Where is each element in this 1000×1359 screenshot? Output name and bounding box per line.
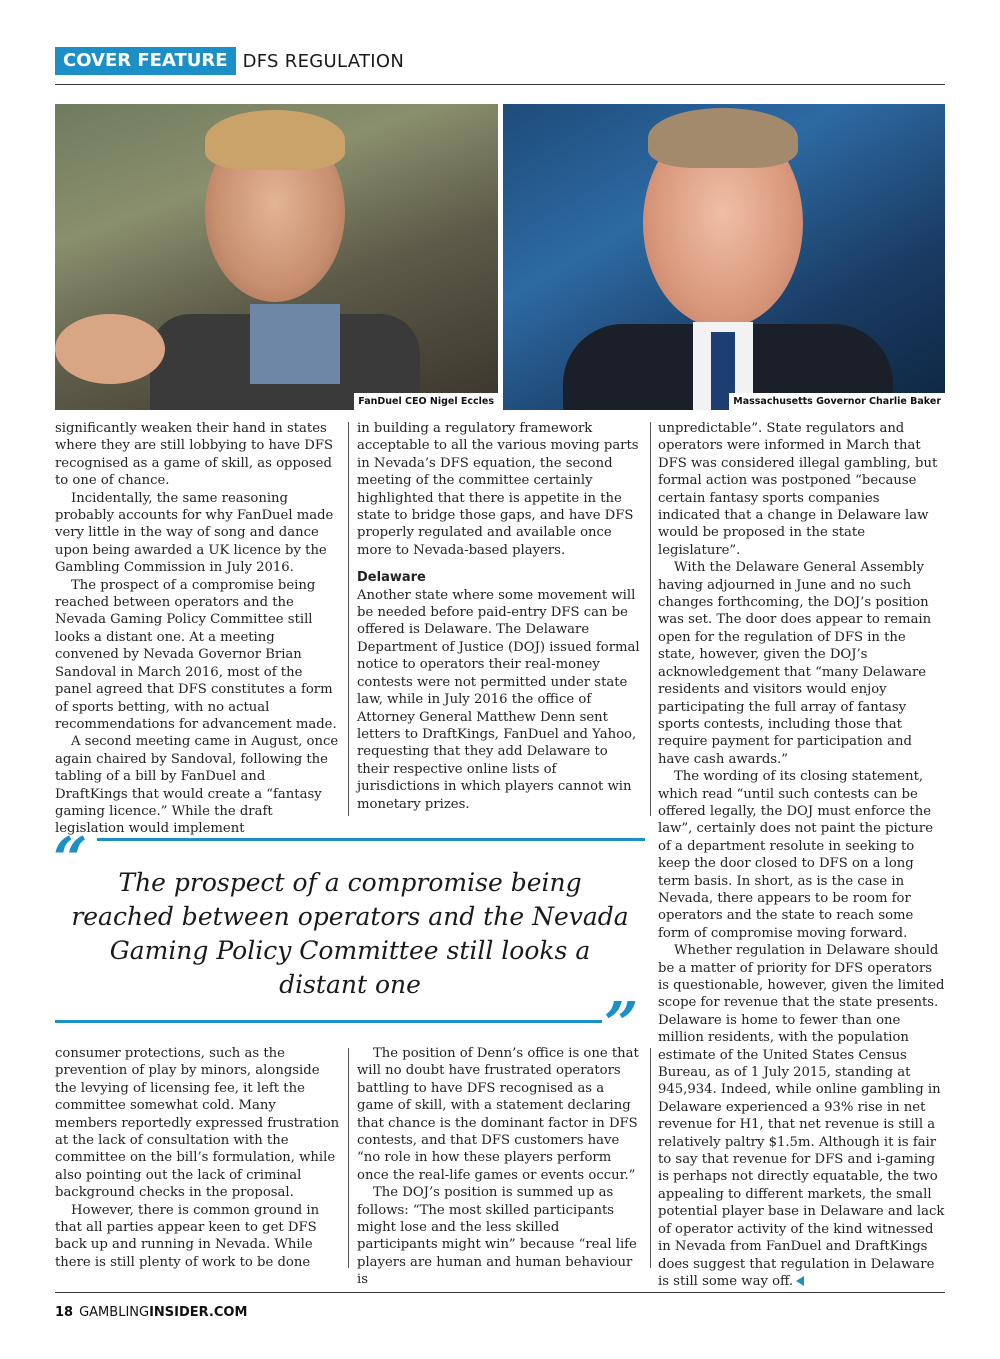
subheading-delaware: Delaware bbox=[357, 570, 426, 586]
site-name-part: .COM bbox=[208, 1305, 248, 1320]
column-1-top bbox=[55, 420, 340, 838]
paragraph-text: Whether regulation in Delaware should be a matter of priority for DFS operators is questionable, however, given the limited scope for revenue that the state presents. Delaware is home to fewer than one million residents, with the population estimate of the United States Census Bureau, as of 1 July 2015, standing at 945,934. Indeed, while online gambling in Delaware experienced a 93% rise in net revenue for H1, that net revenue is still a relatively paltry $1.5m. Although it is fair to say that revenue for DFS and i-gaming is perhaps not directly equatable, the two appealing to different markets, the small potential player base in Delaware and lack of operator activity of the kind witnessed in Nevada from FanDuel and DraftKings does suggest that regulation in Delaware is still some way off. bbox=[658, 943, 945, 1289]
portrait-shirt bbox=[250, 304, 340, 384]
paragraph: However, there is common ground in that all parties appear keen to get DFS back up and running in Nevada. While there is still plenty of work to be done bbox=[55, 1202, 320, 1270]
footer bbox=[55, 1305, 247, 1320]
paragraph: The position of Denn’s office is one that will no doubt have frustrated operators battling to have DFS recognised as a game of skill, with a statement declaring that chance is the dominant factor in DFS contests, and that DFS customers have “no role in how these players perform once the real-life games or events occur.” bbox=[357, 1046, 639, 1183]
paragraph: Another state where some movement will be needed before paid-entry DFS can be offered is Delaware. The Delaware Department of Justice (DOJ) issued formal notice to operators their real-money contests were not permitted under state law, while in July 2016 the office of Attorney General Matthew Denn sent letters to DraftKings, FanDuel and Yahoo, requesting that they add Delaware to their respective online lists of jurisdictions in which players cannot win monetary prizes. bbox=[357, 587, 640, 812]
paragraph: Incidentally, the same reasoning probably accounts for why FanDuel made very little in the way of song and dance upon being awarded a UK licence by the Gambling Commission in July 2016. bbox=[55, 490, 334, 576]
photo-caption: FanDuel CEO Nigel Eccles bbox=[354, 393, 498, 410]
bottom-rule bbox=[55, 1292, 945, 1293]
photo-charlie-baker bbox=[503, 104, 945, 410]
paragraph: significantly weaken their hand in states where they are still lobbying to have DFS recognised as a game of skill, as opposed to one of chance. bbox=[55, 421, 334, 489]
column-divider bbox=[348, 1048, 349, 1268]
paragraph: With the Delaware General Assembly having adjourned in June and no such changes forthcoming, the DOJ’s position was set. The door does appear to remain open for the regulation of DFS in the state, however, given the DOJ’s acknowledgement that “many Delaware residents and visitors would enjoy participating the full array of fantasy sports contests, including those that require payment for participation and have cash awards.” bbox=[658, 560, 932, 767]
site-name-part: GAMBLING bbox=[79, 1305, 150, 1320]
paragraph: consumer protections, such as the prevention of play by minors, alongside the levying of licensing fee, it left the committee somewhat cold. Many members reportedly expressed frustration at the lack of consultation with the committee on the bill’s formulation, while also pointing out the lack of criminal background checks in the proposal. bbox=[55, 1046, 340, 1201]
portrait-hair bbox=[648, 108, 798, 168]
cover-feature-label: COVER FEATURE bbox=[55, 47, 236, 75]
paragraph: in building a regulatory framework acceptable to all the various moving parts in Nevada’s DFS equation, the second meeting of the committee certainly highlighted that there is appetite in the state to bridge those gaps, and have DFS properly regulated and available once more to Nevada-based players. bbox=[357, 421, 639, 558]
end-mark-icon bbox=[796, 1276, 804, 1286]
column-divider bbox=[348, 422, 349, 816]
paragraph: A second meeting came in August, once again chaired by Sandoval, following the tabling of a bill by FanDuel and DraftKings that would create a “fantasy gaming licence.” While the draft legislation would implement bbox=[55, 734, 339, 837]
column-1-bottom bbox=[55, 1045, 340, 1271]
pullquote-rule-bottom bbox=[55, 1020, 602, 1023]
section-header bbox=[55, 47, 404, 75]
site-name-part: INSIDER bbox=[149, 1305, 209, 1320]
page-number: 18 bbox=[55, 1305, 74, 1320]
top-rule bbox=[55, 84, 945, 85]
open-quote-icon: “ bbox=[53, 825, 88, 895]
photo-caption: Massachusetts Governor Charlie Baker bbox=[729, 393, 945, 410]
pullquote: The prospect of a compromise being reached between operators and the Nevada Gaming Policy Committee still looks a distant one bbox=[71, 868, 629, 999]
column-divider bbox=[650, 1048, 651, 1268]
photo-nigel-eccles bbox=[55, 104, 498, 410]
paragraph: The wording of its closing statement, which read “until such contests can be offered legally, the DOJ must enforce the law”, certainly does not paint the picture of a department resolute in seeking to keep the door closed to DFS on a long term basis. In short, as is the case in Nevada, there appears to be room for operators and the state to reach some form of compromise moving forward. bbox=[658, 769, 934, 941]
paragraph: unpredictable”. State regulators and operators were informed in March that DFS was considered illegal gambling, but formal action was postponed “because certain fantasy sports companies indicated that a change in Delaware law would be proposed in the state legislature”. bbox=[658, 421, 938, 558]
pullquote-rule-top bbox=[97, 838, 645, 841]
portrait-hand bbox=[55, 314, 165, 384]
close-quote-icon: ” bbox=[604, 990, 639, 1060]
column-3 bbox=[658, 420, 945, 1290]
column-divider bbox=[650, 422, 651, 816]
section-title: DFS REGULATION bbox=[242, 50, 405, 72]
column-2-top bbox=[357, 420, 642, 813]
column-2-bottom bbox=[357, 1045, 642, 1289]
portrait-hair bbox=[205, 110, 345, 170]
paragraph: The prospect of a compromise being reached between operators and the Nevada Gaming Policy Committee still looks a distant one. At a meeting convened by Nevada Governor Brian Sandoval in March 2016, most of the panel agreed that DFS constitutes a form of sports betting, with no actual recommendations for advancement made. bbox=[55, 577, 337, 732]
paragraph bbox=[658, 942, 945, 1290]
paragraph: The DOJ’s position is summed up as follows: “The most skilled participants might lose and the less skilled participants might win” because “real life players are human and human behaviour is bbox=[357, 1185, 637, 1288]
